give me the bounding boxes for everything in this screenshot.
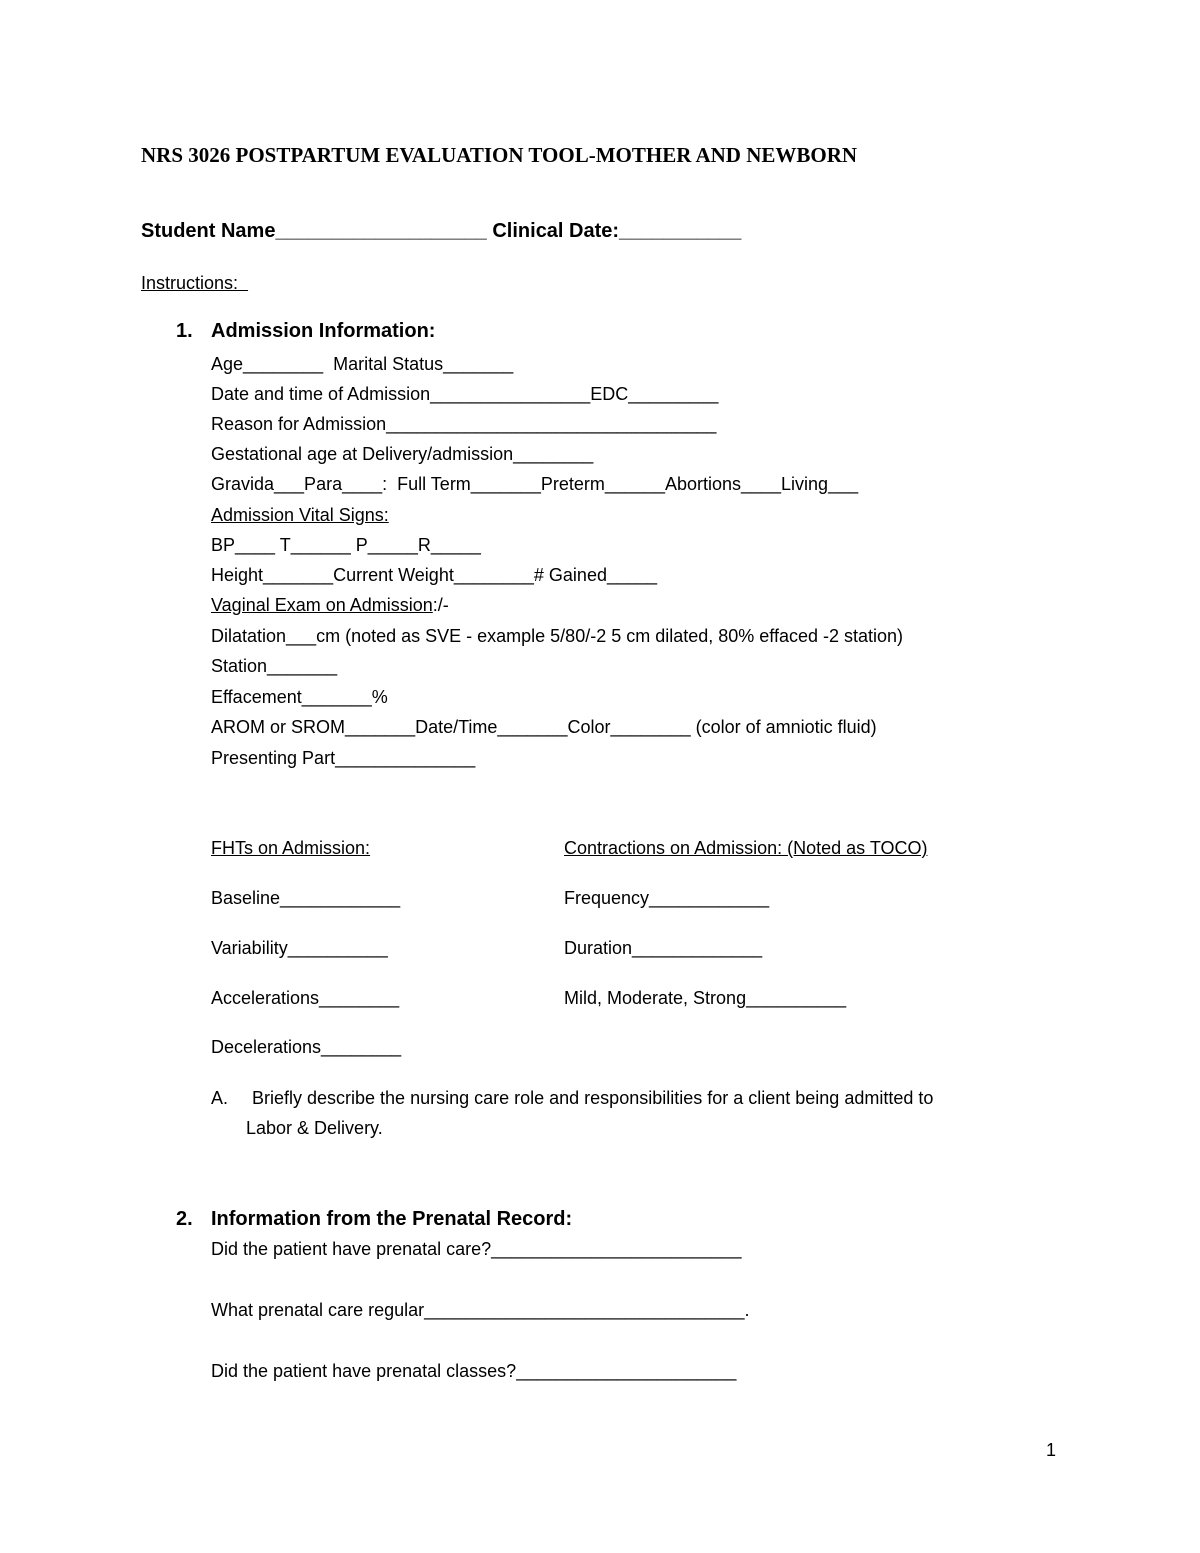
admission-date-edc-line[interactable]: Date and time of Admission________________EDC_________ [211,384,719,404]
vital-signs-line[interactable]: BP____ T______ P_____R_____ [211,535,481,555]
question-a-label: A. [211,1088,229,1108]
section-1-number: 1. [176,320,193,342]
gestational-age-line[interactable]: Gestational age at Delivery/admission________ [211,444,594,464]
fht-accelerations-line[interactable]: Accelerations________ [211,988,400,1008]
vaginal-exam-suffix: :/- [432,595,449,615]
age-marital-status-line[interactable]: Age________ Marital Status_______ [211,354,514,374]
effacement-line[interactable]: Effacement_______% [211,687,388,707]
gravida-para-line[interactable]: Gravida___Para____: Full Term_______Preterm______Abortions____Living___ [211,474,859,494]
prenatal-regular-line[interactable]: What prenatal care regular________________________________. [211,1300,750,1320]
contractions-duration-line[interactable]: Duration_____________ [564,938,763,958]
page-number: 1 [1046,1440,1057,1460]
question-a-text-line-1: Briefly describe the nursing care role and responsibilities for a client being admitted to [252,1088,934,1108]
vaginal-exam-label: Vaginal Exam on Admission [211,595,433,615]
student-name-clinical-date-line[interactable]: Student Name___________________ Clinical Date:___________ [141,220,742,242]
prenatal-care-line[interactable]: Did the patient have prenatal care?_________________________ [211,1239,742,1259]
question-a-text-line-2: Labor & Delivery. [246,1118,383,1138]
dilatation-line[interactable]: Dilatation___cm (noted as SVE - example 5/80/-2 5 cm dilated, 80% effaced -2 station) [211,626,904,646]
rom-line[interactable]: AROM or SROM_______Date/Time_______Color________ (color of amniotic fluid) [211,717,877,737]
height-weight-line[interactable]: Height_______Current Weight________# Gained_____ [211,565,658,585]
presenting-part-line[interactable]: Presenting Part______________ [211,748,476,768]
fht-heading: FHTs on Admission: [211,838,371,858]
document-title: NRS 3026 POSTPARTUM EVALUATION TOOL-MOTHER AND NEWBORN [141,143,858,167]
reason-for-admission-line[interactable]: Reason for Admission_________________________________ [211,414,717,434]
instructions-label: Instructions: [141,273,249,293]
contractions-frequency-line[interactable]: Frequency____________ [564,888,770,908]
fht-variability-line[interactable]: Variability__________ [211,938,388,958]
admission-vital-signs-heading: Admission Vital Signs: [211,505,389,525]
contractions-heading: Contractions on Admission: (Noted as TOCO) [564,838,928,858]
station-line[interactable]: Station_______ [211,656,338,676]
fht-decelerations-line[interactable]: Decelerations________ [211,1037,402,1057]
section-2-number: 2. [176,1208,193,1230]
fht-baseline-line[interactable]: Baseline____________ [211,888,401,908]
section-1-heading: Admission Information: [211,320,436,342]
contractions-intensity-line[interactable]: Mild, Moderate, Strong__________ [564,988,847,1008]
prenatal-classes-line[interactable]: Did the patient have prenatal classes?______________________ [211,1361,737,1381]
section-2-heading: Information from the Prenatal Record: [211,1208,573,1230]
vaginal-exam-heading [211,594,449,616]
